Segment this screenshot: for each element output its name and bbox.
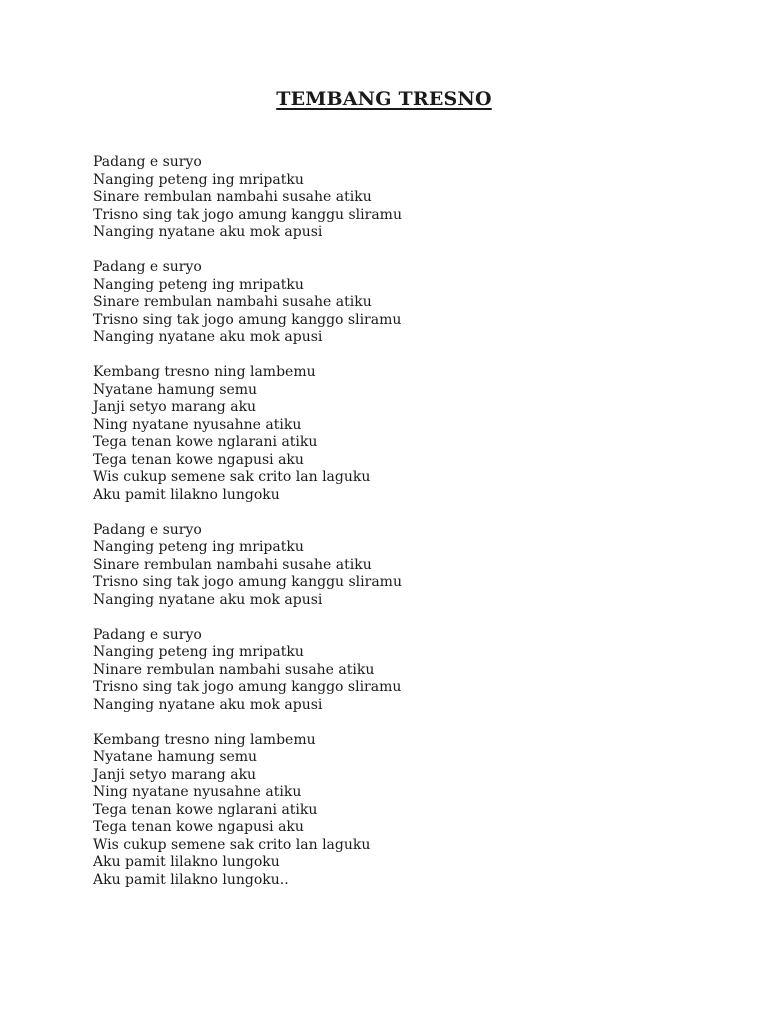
stanza-4 — [93, 522, 713, 610]
lyric-line: Padang e suryo — [93, 626, 202, 643]
lyric-line: Kembang tresno ning lambemu — [93, 731, 316, 748]
lyric-line: Trisno sing tak jogo amung kanggu sliramu — [93, 206, 402, 223]
stanza-1 — [93, 154, 713, 242]
page-title — [0, 86, 768, 112]
lyrics-body — [93, 154, 713, 907]
lyric-line: Janji setyo marang aku — [93, 399, 257, 415]
lyric-line: Trisno sing tak jogo amung kanggo sliramu — [93, 679, 402, 695]
lyric-line: Ning nyatane nyusahne atiku — [93, 416, 302, 433]
lyric-line: Wis cukup semene sak crito lan laguku — [93, 469, 371, 485]
lyric-line: Tega tenan kowe nglarani atiku — [93, 434, 318, 450]
lyric-line: Trisno sing tak jogo amung kanggu sliramu — [93, 574, 402, 590]
lyric-line: Padang e suryo — [93, 154, 202, 170]
stanza-6 — [93, 732, 713, 890]
lyric-line: Nanging peteng ing mripatku — [93, 171, 304, 188]
lyric-line: Nyatane hamung semu — [93, 749, 258, 765]
page-title-text: TEMBANG TRESNO — [276, 88, 492, 110]
lyric-line: Tega tenan kowe ngapusi aku — [93, 451, 304, 468]
lyric-line: Sinare rembulan nambahi susahe atiku — [93, 294, 372, 310]
lyric-line: Padang e suryo — [93, 521, 202, 538]
stanza-2 — [93, 259, 713, 347]
lyric-line: Aku pamit lilakno lungoku — [93, 486, 280, 503]
lyric-line: Nanging nyatane aku mok apusi — [93, 591, 323, 608]
lyric-line: Nyatane hamung semu — [93, 381, 258, 398]
lyric-line: Sinare rembulan nambahi susahe atiku — [93, 556, 372, 573]
lyric-line: Sinare rembulan nambahi susahe atiku — [93, 189, 372, 205]
lyric-line: Janji setyo marang aku — [93, 766, 257, 783]
lyric-line: Padang e suryo — [93, 259, 202, 275]
lyric-line: Nanging nyatane aku mok apusi — [93, 329, 323, 345]
lyric-line: Tega tenan kowe ngapusi aku — [93, 819, 304, 835]
lyric-line: Wis cukup semene sak crito lan laguku — [93, 836, 371, 853]
lyric-line: Nanging nyatane aku mok apusi — [93, 224, 323, 240]
lyric-line: Ninare rembulan nambahi susahe atiku — [93, 661, 375, 678]
lyric-line: Aku pamit lilakno lungoku.. — [93, 871, 289, 888]
stanza-3 — [93, 364, 713, 504]
stanza-5 — [93, 627, 713, 715]
lyric-line: Trisno sing tak jogo amung kanggo sliramu — [93, 311, 402, 328]
lyric-line: Nanging nyatane aku mok apusi — [93, 696, 323, 713]
lyric-line: Nanging peteng ing mripatku — [93, 644, 304, 660]
lyric-line: Tega tenan kowe nglarani atiku — [93, 801, 318, 818]
lyric-line: Nanging peteng ing mripatku — [93, 539, 304, 555]
lyric-line: Nanging peteng ing mripatku — [93, 276, 304, 293]
lyric-line: Ning nyatane nyusahne atiku — [93, 784, 302, 800]
lyric-line: Kembang tresno ning lambemu — [93, 364, 316, 380]
lyric-line: Aku pamit lilakno lungoku — [93, 854, 280, 870]
